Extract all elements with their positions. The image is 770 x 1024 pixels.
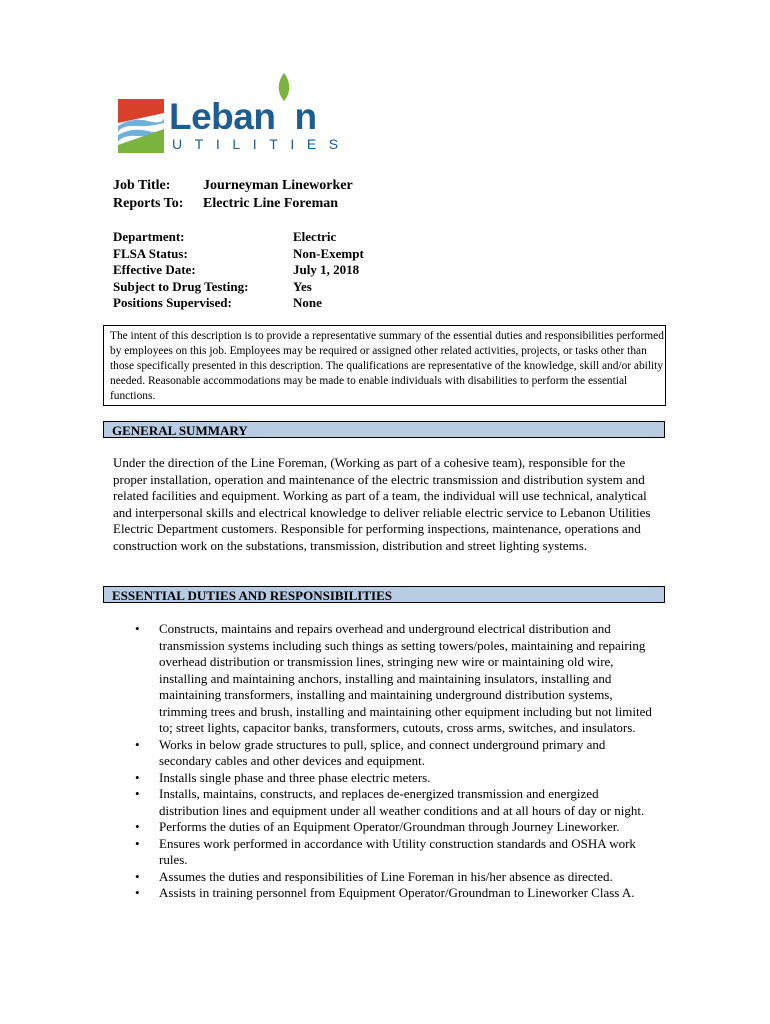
list-item: • Installs, maintains, constructs, and replaces de-energized transmission and energized distribution lines and equipment under all weather conditions and at all hours of day or night.	[159, 786, 659, 819]
effective-date-value: July 1, 2018	[293, 262, 360, 277]
general-summary-heading: GENERAL SUMMARY	[103, 421, 665, 438]
drug-testing-value: Yes	[293, 278, 312, 294]
drug-testing-label: Subject to Drug Testing:	[113, 278, 249, 294]
list-item: • Assists in training personnel from Equipment Operator/Groundman to Lineworker Class A.	[159, 885, 659, 902]
department-label: Department:	[113, 229, 185, 244]
reports-to-label: Reports To:	[113, 196, 184, 211]
job-title-label: Job Title:	[113, 178, 171, 193]
list-item: • Performs the duties of an Equipment Operator/Groundman through Journey Lineworker.	[159, 819, 659, 836]
general-summary-text: Under the direction of the Line Foreman, (Working as part of a cohesive team), responsible for the proper installation, operation and maintenance of the electric transmission and distribution system and related facilities and equipment. Working as part of a team, the individual will use technical, analytical and interpersonal skills and electrical knowledge to deliver reliable electric service to Lebanon Utilities Electric Department customers. Responsible for performing inspections, maintenance, operations and construction work on the substations, transmission, distribution and street lighting systems.	[113, 455, 651, 553]
logo-wordmark: Leban n	[169, 95, 317, 139]
list-item: • Installs single phase and three phase electric meters.	[159, 770, 659, 787]
list-item: • Ensures work performed in accordance with Utility construction standards and OSHA work rules.	[159, 836, 659, 869]
flsa-status-label: FLSA Status:	[113, 245, 188, 261]
logo-mark-icon	[118, 99, 164, 153]
positions-supervised-label: Positions Supervised:	[113, 295, 232, 310]
effective-date-label: Effective Date:	[113, 262, 196, 277]
list-item: • Assumes the duties and responsibilities of Line Foreman in his/her absence as directed.	[159, 869, 659, 886]
essential-duties-heading: ESSENTIAL DUTIES AND RESPONSIBILITIES	[103, 586, 665, 603]
department-value: Electric	[293, 229, 337, 244]
list-item: • Constructs, maintains and repairs overhead and underground electrical distribution and transmission systems including such things as setting towers/poles, maintaining and repairing overhead distribution or transmission lines, stringing new wire or maintaining old wire, installing and maintaining anchors, installing and maintaining insulators, installing and maintaining transformers, installing and maintaining underground distribution systems, trimming trees and brush, installing and maintaining other equipment including but not limited to; street lights, capacitor banks, transformers, cutouts, cross arms, switches, and insulators.	[159, 621, 659, 737]
intent-notice: The intent of this description is to provide a representative summary of the essential duties and responsibilities performed by employees on this job. Employees may be required or assigned other related activities, projects, or tasks other than those specifically presented in this description. The qualifications are representative of the knowledge, skill and/or ability needed. Reasonable accommodations may be made to enable individuals with disabilities to perform the essential functions.	[103, 325, 666, 406]
leaf-icon	[276, 73, 292, 101]
list-item: • Works in below grade structures to pull, splice, and connect underground primary and secondary cables and other devices and equipment.	[159, 737, 659, 770]
job-title-value: Journeyman Lineworker	[203, 178, 353, 193]
flsa-status-value: Non-Exempt	[293, 245, 364, 261]
company-logo	[118, 96, 351, 155]
duties-list	[159, 621, 659, 902]
positions-supervised-value: None	[293, 295, 322, 310]
reports-to-value: Electric Line Foreman	[203, 196, 339, 211]
logo-subtitle: UTILITIES	[172, 136, 351, 152]
